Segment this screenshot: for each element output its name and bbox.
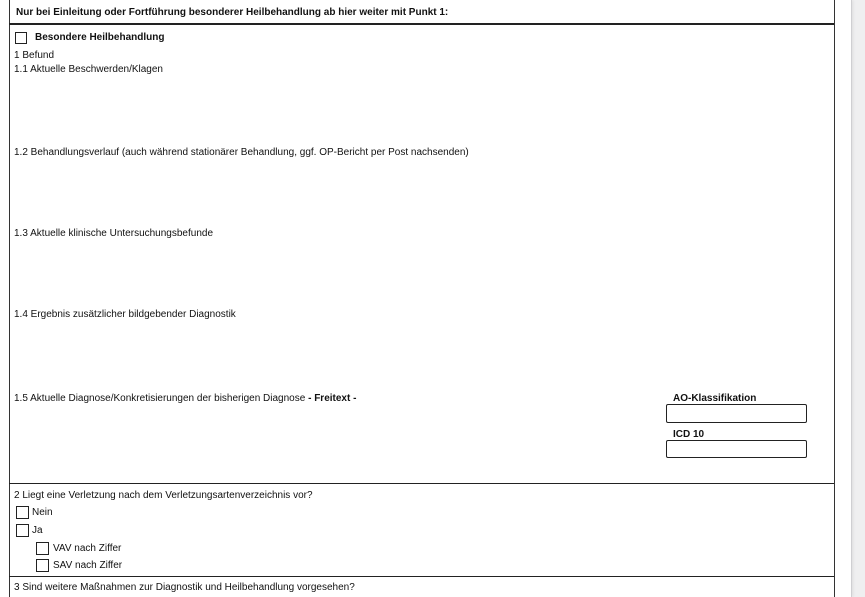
nein-checkbox[interactable] [16, 506, 29, 519]
ja-label: Ja [32, 525, 43, 536]
special-treatment-label: Besondere Heilbehandlung [35, 32, 165, 43]
nein-label: Nein [32, 507, 53, 518]
section-2-divider [9, 483, 834, 484]
section-1-2-label: 1.2 Behandlungsverlauf (auch während stationärer Behandlung, ggf. OP-Bericht per Post nachsenden) [14, 147, 469, 158]
ao-classification-label: AO-Klassifikation [673, 393, 757, 404]
ao-classification-field[interactable] [666, 404, 807, 423]
section-1-3-label: 1.3 Aktuelle klinische Untersuchungsbefunde [14, 228, 214, 239]
header-divider [9, 23, 834, 25]
form-frame [9, 0, 835, 597]
header-note: Nur bei Einleitung oder Fortführung besonderer Heilbehandlung ab hier weiter mit Punkt 1: [16, 7, 449, 18]
ja-checkbox[interactable] [16, 524, 29, 537]
section-3-divider [9, 576, 834, 577]
special-treatment-checkbox[interactable] [15, 32, 27, 44]
section-2-question: 2 Liegt eine Verletzung nach dem Verletzungsartenverzeichnis vor? [14, 490, 313, 501]
befund-heading: 1 Befund [14, 50, 55, 61]
vav-label: VAV nach Ziffer [53, 543, 122, 554]
section-3-question: 3 Sind weitere Maßnahmen zur Diagnostik und Heilbehandlung vorgesehen? [14, 582, 355, 593]
section-1-1-label: 1.1 Aktuelle Beschwerden/Klagen [14, 64, 163, 75]
sav-label: SAV nach Ziffer [53, 560, 123, 571]
section-1-5-label [14, 393, 356, 405]
icd10-label: ICD 10 [673, 429, 705, 440]
icd10-field[interactable] [666, 440, 807, 458]
section-1-5-freitext: - Freitext - [308, 393, 357, 404]
section-1-4-label: 1.4 Ergebnis zusätzlicher bildgebender Diagnostik [14, 309, 236, 320]
section-1-5-text: 1.5 Aktuelle Diagnose/Konkretisierungen der bisherigen Diagnose [14, 393, 306, 404]
sav-checkbox[interactable] [36, 559, 49, 572]
vav-checkbox[interactable] [36, 542, 49, 555]
